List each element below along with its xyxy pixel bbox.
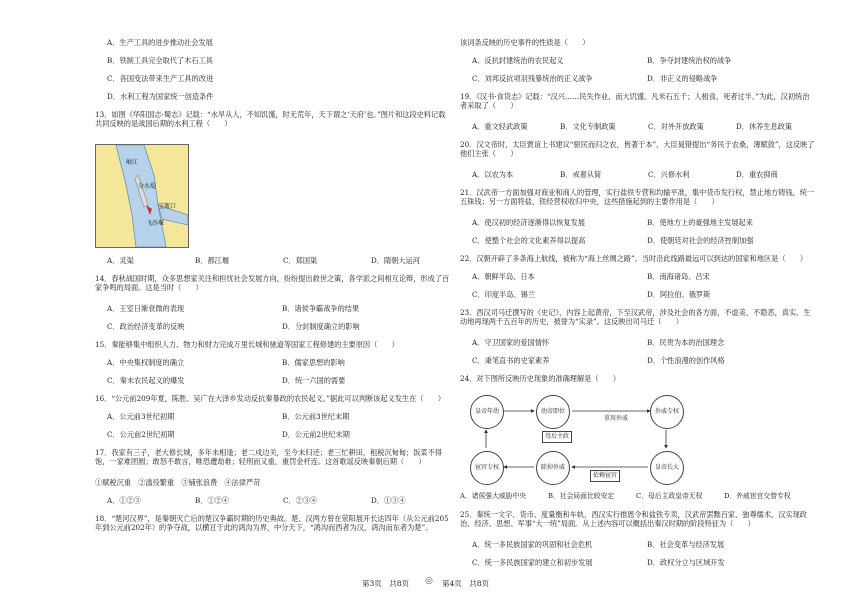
- q25-option-b: B．社会变革与经济发展: [647, 540, 725, 549]
- map-drawing: [96, 145, 188, 247]
- q16-options-row1: [95, 412, 450, 430]
- dam-label: 分水堤: [138, 183, 157, 190]
- q21-stem: 21．汉武帝一方面加强对商业和商人的管理，实行盐铁专营和均输平准，集中货币发行权，禁止地方铸钱，统一五铢钱；另一方面将盐、铁经营权收归中央，这些措施起到的主要作用是（ ）: [460, 188, 815, 206]
- q22-option-a: A．朝鲜半岛、日本: [472, 272, 535, 281]
- q12-option-b: B．铁制工具完全取代了木石工具: [107, 56, 213, 65]
- q21-option-d: D．使朝廷对社会的经济控制加强: [647, 236, 754, 245]
- q14-option-b: B．诸侯争霸战争的结果: [282, 304, 360, 313]
- q18-continuation: 该词条反映的历史事件的性质是（ ）: [460, 38, 590, 47]
- q19-option-a: A．重文轻武政策: [472, 122, 528, 131]
- q18-option-a: A．反抗封建统治的农民起义: [472, 56, 564, 65]
- q17-option-b: B．①②④: [195, 496, 230, 505]
- q16-stem: 16．“公元前209年夏，陈胜、吴广在大泽乡发动反抗秦暴政的农民起义。”据此可以判断该起义发生在（ ）: [95, 394, 446, 403]
- q17-option-a: A．①②③: [107, 496, 141, 505]
- q13-option-d: D．隋朝大运河: [371, 256, 420, 265]
- q14-options-row2: [95, 322, 450, 340]
- page-number-left: 第3页 共8页: [362, 579, 410, 588]
- q16-option-b: B．公元前3世纪末期: [282, 412, 350, 421]
- q22-options-row2: [460, 290, 815, 308]
- q24-options: [460, 492, 815, 510]
- q21-option-a: A．使汉初的经济逐渐得以恢复发展: [472, 218, 586, 227]
- q24-stem: 24．对下图所反映历史现象的准确理解是（ ）: [460, 374, 621, 383]
- node-emperor-young: 皇帝年幼: [470, 395, 504, 429]
- q24-option-a: A．诸侯强大威胁中央: [460, 492, 527, 500]
- node-child-emperor: 幼帝即位: [536, 395, 570, 429]
- q15-stem: 15．秦能够集中组织人力、物力和财力完成万里长城和驰道等国家工程修建的主要原因（ ）: [95, 340, 399, 349]
- q21-option-b: B．使地方上的豪强地主发展起来: [647, 218, 753, 227]
- q16-options-row2: [95, 430, 450, 448]
- q14-option-d: D．分封制度确立的影响: [282, 322, 360, 331]
- q25-stem: 25．秦统一文字、货币、度量衡和车轨，西汉实行推恩令和盐铁专卖，汉武帝罢黜百家、独尊儒术，汉实现政治、经济、思想、军事“大一统”局面。从上述内容可以概括出秦汉时期的阶段特征为（ ）: [460, 510, 807, 528]
- q18-option-b: B．争夺封建统治权的战争: [647, 56, 732, 65]
- left-column: [95, 38, 450, 532]
- q24-option-b: B．社会局面比较安定: [548, 492, 615, 500]
- q22-option-d: D．阿拉伯、俄罗斯: [647, 290, 711, 299]
- q20-option-c: C．兴修水利: [648, 170, 690, 179]
- q19-option-d: D．休养生息政策: [736, 122, 793, 131]
- q23-options-row1: [460, 338, 815, 356]
- q21-option-c: C．使整个社会的文化素养得以提高: [472, 236, 586, 245]
- q23-stem: 23．西汉司马迁撰写的《史记》，内容上起黄帝，下至汉武帝，涉及社会的各方面，不虚美、不隐恶，真实、生动地再现两千五百年的历史，被誉为“实录”。这反映出司马迁（ ）: [460, 308, 811, 326]
- node-remove-consort: 除掉外戚: [536, 451, 570, 485]
- q18-option-c: C．刘邦反抗项羽残暴统治的正义战争: [472, 74, 593, 83]
- q15-options-row2: [95, 376, 450, 394]
- node-consort-power: 外戚专权: [650, 395, 684, 429]
- q23-option-c: C．秉笔直书的史家素养: [472, 356, 550, 365]
- q14-option-c: C．政治经济变革的反映: [107, 322, 185, 331]
- q23-option-a: A．守卫国家的爱国情怀: [472, 338, 550, 347]
- q18-stem: 18．“楚河汉界”，是秦朝灭亡后的楚汉争霸时期的历史典故。楚、汉两方曾在荥阳展开长达四年（从公元前205年到公元前202年）的争夺战，以横亘于此的鸿沟为界，中分天下，“鸿沟而西者为汉，鸿沟而东者为楚”。: [95, 514, 449, 532]
- q14-stem: 14．春秋战国时期，众多思想家关注和担忧社会发展方向，纷纷提出救世之策，各学派之间相互论辩，形成了百家争鸣的局面。这是当时（ ）: [95, 274, 450, 292]
- q20-option-d: D．重农抑商: [736, 170, 778, 179]
- q22-stem: 22．汉朝开辟了多条海上航线，被称为“海上丝绸之路”。当时沿此线路最远可以到达的国家和地区是（ ）: [460, 254, 808, 263]
- q17-option-c: C．②③④: [283, 496, 318, 505]
- q25-option-c: C．统一多民族国家的建立和初步发展: [472, 558, 593, 567]
- weir-label: 飞沙堰: [146, 220, 165, 227]
- q12-option-d: D．水利工程为国家统一创造条件: [107, 92, 214, 101]
- tag-use-consort: 重用外戚: [604, 415, 629, 422]
- q25-options-row2: [460, 558, 815, 576]
- q23-options-row2: [460, 356, 815, 374]
- node-emperor-grown: 皇帝长大: [650, 451, 684, 485]
- q15-options-row1: [95, 358, 450, 376]
- page-number-right: 第4页 共8页: [442, 579, 490, 588]
- q20-option-b: B．戒奢从简: [560, 170, 602, 179]
- q23-option-d: D．个性浪漫的创作风格: [647, 356, 725, 365]
- q22-options-row1: [460, 272, 815, 290]
- node-eunuch-power: 宦官专权: [470, 451, 504, 485]
- right-column: [460, 38, 815, 576]
- q19-option-b: B．文化专制政策: [560, 122, 616, 131]
- q13-option-c: C．郑国渠: [283, 256, 318, 265]
- q19-option-c: C．对外开放政策: [648, 122, 704, 131]
- q16-option-d: D．公元前2世纪末期: [282, 430, 350, 439]
- q16-option-c: C．公元前2世纪初期: [107, 430, 175, 439]
- q25-option-a: A．统一多民族国家的巩固和社会危机: [472, 540, 593, 549]
- q15-option-b: B．儒家思想的影响: [282, 358, 345, 367]
- q19-stem: 19．《汉书·食货志》记载：“汉兴……民失作业，而大饥馑。凡米石五千；人相食，死者过半。”为此，汉初统治者采取了（ ）: [460, 92, 810, 110]
- q20-stem: 20．汉文帝时，太臣贾谊上书建议“驱民而归之农，皆著于本”，大臣晁错提出“务民于农桑，薄赋敛”，这反映了他们主张（ ）: [460, 140, 815, 158]
- center-mark-icon: ◎: [425, 576, 433, 586]
- q20-options: [460, 170, 815, 188]
- channel-label: 宝瓶口: [158, 203, 177, 210]
- q18-options-row1: [460, 56, 815, 74]
- q19-options: [460, 122, 815, 140]
- q17-options: [95, 496, 450, 514]
- q15-option-d: D．统一六国的需要: [282, 376, 346, 385]
- q14-options-row1: [95, 304, 450, 322]
- q22-option-b: B．南海诸岛、吕宋: [647, 272, 710, 281]
- q25-option-d: D．政权分立与区域开发: [647, 558, 725, 567]
- q17-stem: 17．我家有三子，老大修长城，多年未相逢；老二戍边关，至今未归还；老三忙耕田，租税沉甸甸；饭菜不得饱，一家难团圆；敢怒不敢言，唯恐遭劫难；轻刑而又重，重罚金杆连。这首歌谣反映秦朝后期（ ）: [95, 448, 442, 466]
- q25-options-row1: [460, 540, 815, 558]
- q17-option-d: D．①③④: [371, 496, 406, 505]
- q21-options-row2: [460, 236, 815, 254]
- q14-option-a: A．王室日渐衰微的表现: [107, 304, 185, 313]
- q22-option-c: C．印度半岛、锡兰: [472, 290, 536, 299]
- q24-option-d: D．外戚宦官交替专权: [724, 492, 791, 500]
- q21-options-row1: [460, 218, 815, 236]
- q13-options: [95, 256, 450, 274]
- q18-options-row2: [460, 74, 815, 92]
- tag-rely-eunuchs: 依赖宦官: [590, 470, 620, 482]
- q15-option-c: C．秦末农民起义的爆发: [107, 376, 185, 385]
- q23-option-b: B．民贵为本的治国理念: [647, 338, 725, 347]
- q24-option-c: C．母后主政皇帝无权: [636, 492, 703, 500]
- q24-cycle-diagram: [466, 394, 716, 486]
- q17-items: ①赋税沉重 ②滥役繁重 ③铺张浪费 ④法律严苛: [95, 478, 261, 487]
- q13-stem: 13．如图《华阳国志·蜀志》记载：“水旱从人，不知饥馑，时无荒年，天下谓之‘天府’也。”图片和这段史料记载共同反映的是战国后期的水利工程（ ）: [95, 110, 446, 128]
- dujiangyan-map: [95, 144, 189, 248]
- q12-option-c: C．各国变法带来生产工具的改进: [107, 74, 214, 83]
- q12-option-a: A．生产工具的进步推动社会发展: [107, 38, 213, 47]
- q15-option-a: A．中央集权制度的确立: [107, 358, 185, 367]
- q20-option-a: A．以农为本: [472, 170, 514, 179]
- tag-empress-dowager: 母后主政: [542, 431, 572, 443]
- river-label: 岷江: [126, 159, 139, 166]
- q13-option-b: B．都江堰: [195, 256, 230, 265]
- q18-option-d: D．非正义的侵略战争: [647, 74, 718, 83]
- q16-option-a: A．公元前3世纪初期: [107, 412, 175, 421]
- q13-option-a: A．灵渠: [107, 256, 134, 265]
